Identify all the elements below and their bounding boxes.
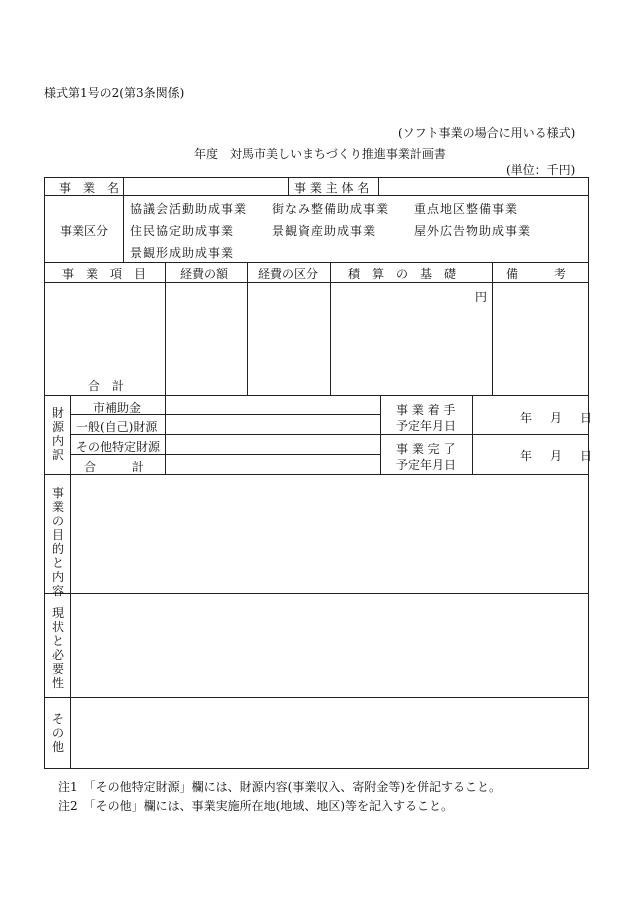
column-header: 備 考 [506, 267, 567, 281]
divider [123, 177, 124, 195]
category-option[interactable]: 景観形成助成事業 [130, 246, 235, 260]
funding-side-label: 財源内訳 [51, 406, 64, 462]
project-name-label: 事 業 名 [59, 181, 120, 195]
table-border-left [44, 177, 45, 769]
divider [492, 262, 493, 395]
divider [44, 593, 589, 594]
table-border-right [588, 177, 589, 769]
divider [44, 262, 589, 263]
form-number: 様式第1号の2(第3条関係) [44, 86, 185, 100]
divider [70, 395, 71, 769]
divider [123, 195, 124, 262]
category-option[interactable]: 重点地区整備事業 [414, 202, 519, 216]
funding-row-label: 市補助金 [93, 401, 142, 415]
table-border-top [44, 177, 589, 178]
category-option[interactable]: 景観資産助成事業 [272, 224, 377, 238]
other-label: その他 [51, 712, 64, 754]
column-header: 経費の区分 [258, 267, 319, 281]
funding-row-label: その他特定財源 [76, 440, 161, 454]
divider [247, 262, 248, 395]
yen-label: 円 [475, 290, 488, 304]
operator-label: 事 業 主 体 名 [294, 181, 370, 195]
total-label: 合 計 [88, 379, 125, 393]
column-header: 事 業 項 目 [62, 267, 147, 281]
start-date-label: 事 業 着 手 [396, 403, 456, 417]
end-date-label: 事 業 完 了 [396, 442, 456, 456]
unit-label: (単位：千円) [506, 163, 576, 177]
table-border-bottom [44, 768, 589, 769]
column-header: 積 算 の 基 礎 [348, 267, 457, 281]
category-option[interactable]: 協議会活動助成事業 [130, 202, 248, 216]
funding-row-label: 一般(自己)財源 [76, 420, 158, 434]
purpose-label: 事業の目的と内容 [51, 486, 64, 598]
category-option[interactable]: 住民協定助成事業 [130, 224, 235, 238]
divider [44, 395, 589, 396]
end-date-field[interactable]: 年 月 日 [520, 449, 596, 463]
start-date-label: 予定年月日 [396, 419, 457, 433]
column-header: 経費の額 [180, 267, 229, 281]
end-date-label: 予定年月日 [396, 458, 457, 472]
note: 注2 「その他」欄には、事業実施所在地(地域、地区)等を記入すること。 [58, 799, 454, 813]
divider [330, 262, 331, 395]
divider [44, 282, 589, 283]
divider [165, 262, 166, 395]
funding-row-label: 合 計 [84, 460, 145, 474]
divider [44, 697, 589, 698]
document-title: 年度 対馬市美しいまちづくり推進事業計画書 [194, 147, 446, 161]
current-state-label: 現状と必要性 [51, 606, 64, 690]
category-option[interactable]: 屋外広告物助成事業 [414, 224, 532, 238]
note: 注1 「その他特定財源」欄には、財源内容(事業収入、寄附金等)を併記すること。 [58, 780, 502, 794]
start-date-field[interactable]: 年 月 日 [520, 411, 596, 425]
category-option[interactable]: 街なみ整備助成事業 [272, 202, 390, 216]
divider [378, 177, 379, 195]
usage-note: (ソフト事業の場合に用いる様式) [398, 126, 576, 140]
divider [288, 177, 289, 195]
category-label: 事業区分 [60, 224, 109, 238]
